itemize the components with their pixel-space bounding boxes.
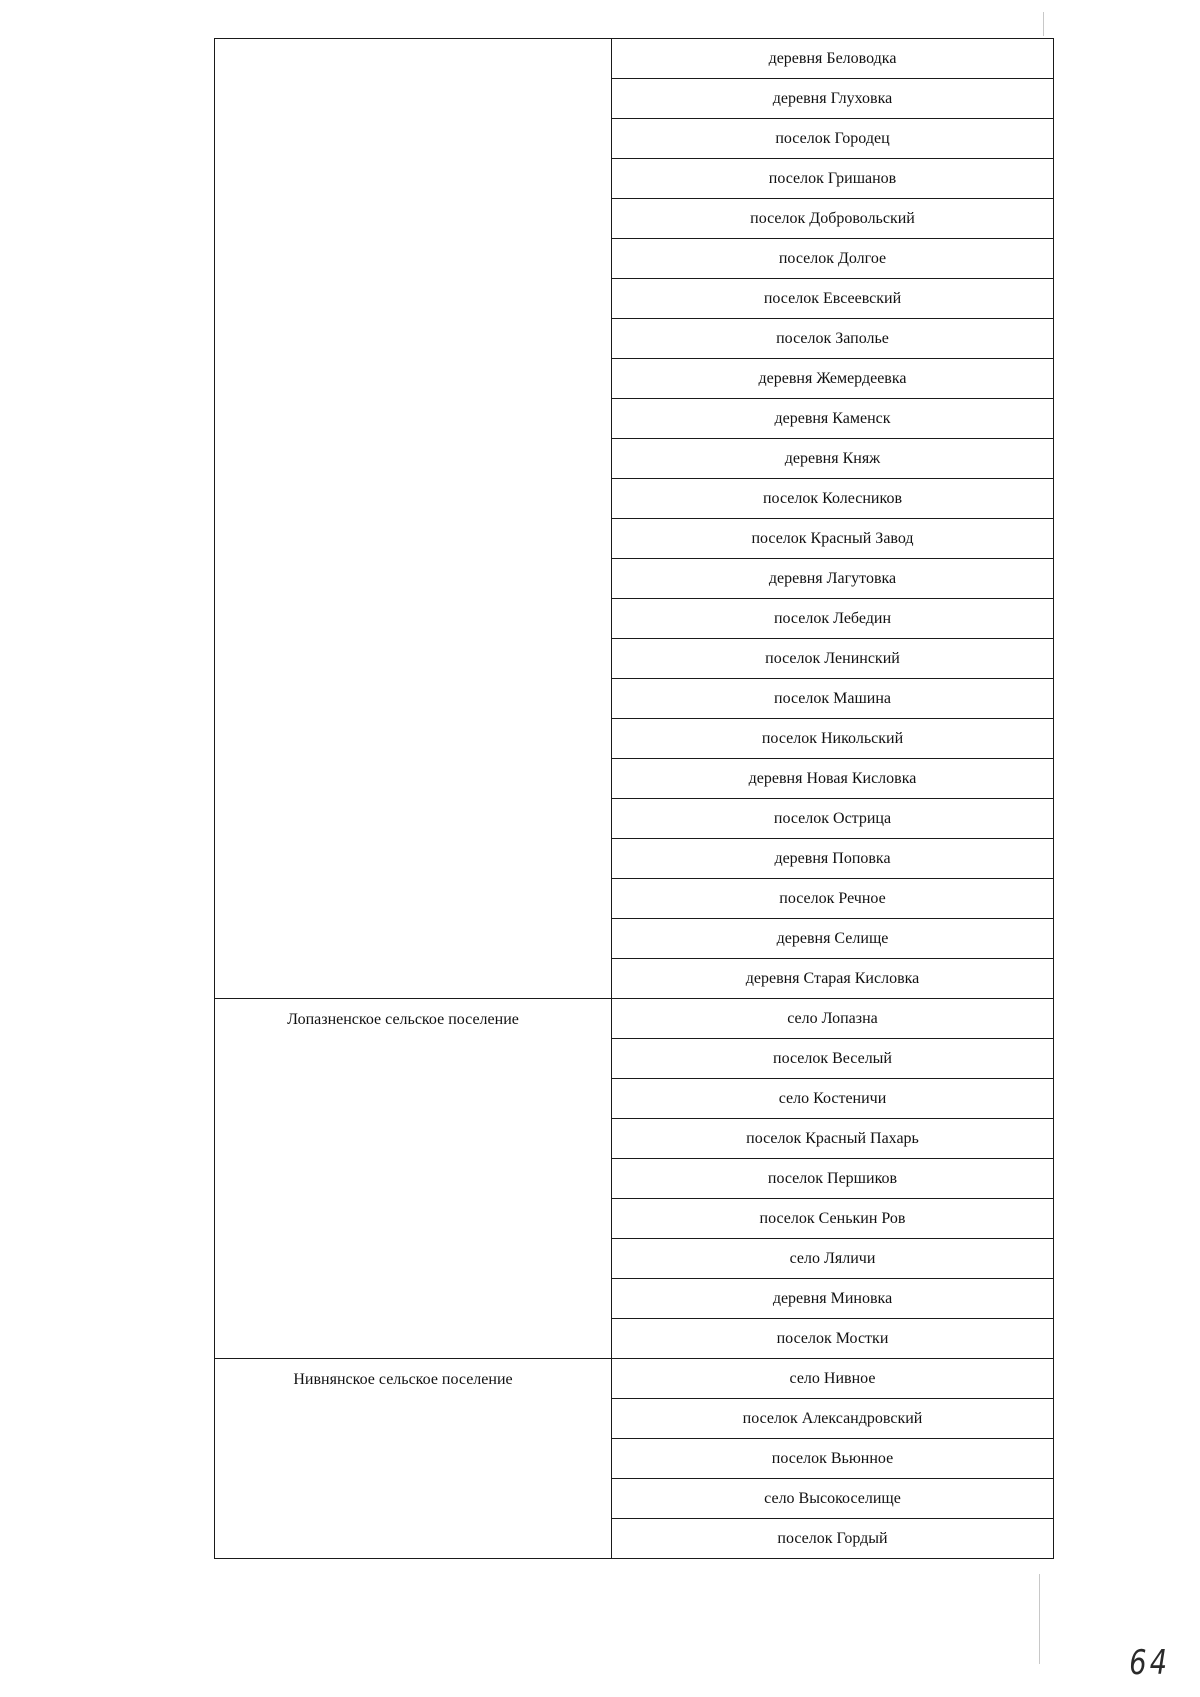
locality-name-cell: деревня Каменск (612, 399, 1054, 439)
table-row (215, 999, 1054, 1039)
locality-name-cell: деревня Новая Кисловка (612, 759, 1054, 799)
locality-name-cell: село Нивное (612, 1359, 1054, 1399)
locality-name-cell: поселок Колесников (612, 479, 1054, 519)
locality-name-cell: поселок Никольский (612, 719, 1054, 759)
locality-name-cell: поселок Речное (612, 879, 1054, 919)
locality-name-cell: деревня Глуховка (612, 79, 1054, 119)
locality-name-cell: поселок Александровский (612, 1399, 1054, 1439)
locality-name-cell: поселок Заполье (612, 319, 1054, 359)
table-row (215, 1359, 1054, 1399)
settlement-name-cell (215, 39, 612, 999)
locality-name-cell: поселок Мостки (612, 1319, 1054, 1359)
locality-name-cell: поселок Долгое (612, 239, 1054, 279)
locality-name-cell: поселок Городец (612, 119, 1054, 159)
locality-name-cell: поселок Машина (612, 679, 1054, 719)
locality-name-cell: деревня Лагутовка (612, 559, 1054, 599)
locality-name-cell: поселок Ленинский (612, 639, 1054, 679)
settlements-table-body (215, 39, 1054, 1559)
scan-artifact-line-bottom (1039, 1574, 1040, 1664)
locality-name-cell: поселок Лебедин (612, 599, 1054, 639)
locality-name-cell: деревня Беловодка (612, 39, 1054, 79)
locality-name-cell: поселок Першиков (612, 1159, 1054, 1199)
locality-name-cell: поселок Красный Пахарь (612, 1119, 1054, 1159)
locality-name-cell: поселок Вьюнное (612, 1439, 1054, 1479)
settlement-name-cell: Нивнянское сельское поселение (215, 1359, 612, 1559)
settlement-name-cell: Лопазненское сельское поселение (215, 999, 612, 1359)
locality-name-cell: деревня Поповка (612, 839, 1054, 879)
locality-name-cell: село Ляличи (612, 1239, 1054, 1279)
handwritten-page-number: 64 (1128, 1643, 1170, 1683)
locality-name-cell: село Лопазна (612, 999, 1054, 1039)
locality-name-cell: поселок Веселый (612, 1039, 1054, 1079)
locality-name-cell: деревня Селище (612, 919, 1054, 959)
locality-name-cell: деревня Жемердеевка (612, 359, 1054, 399)
locality-name-cell: деревня Старая Кисловка (612, 959, 1054, 999)
locality-name-cell: поселок Красный Завод (612, 519, 1054, 559)
scan-artifact-line-top (1043, 12, 1044, 36)
locality-name-cell: поселок Гордый (612, 1519, 1054, 1559)
locality-name-cell: деревня Княж (612, 439, 1054, 479)
settlements-table (214, 38, 1054, 1559)
locality-name-cell: село Костеничи (612, 1079, 1054, 1119)
locality-name-cell: село Высокоселище (612, 1479, 1054, 1519)
table-row (215, 39, 1054, 79)
locality-name-cell: поселок Добровольский (612, 199, 1054, 239)
locality-name-cell: поселок Сенькин Ров (612, 1199, 1054, 1239)
locality-name-cell: поселок Гришанов (612, 159, 1054, 199)
locality-name-cell: поселок Острица (612, 799, 1054, 839)
locality-name-cell: поселок Евсеевский (612, 279, 1054, 319)
locality-name-cell: деревня Миновка (612, 1279, 1054, 1319)
